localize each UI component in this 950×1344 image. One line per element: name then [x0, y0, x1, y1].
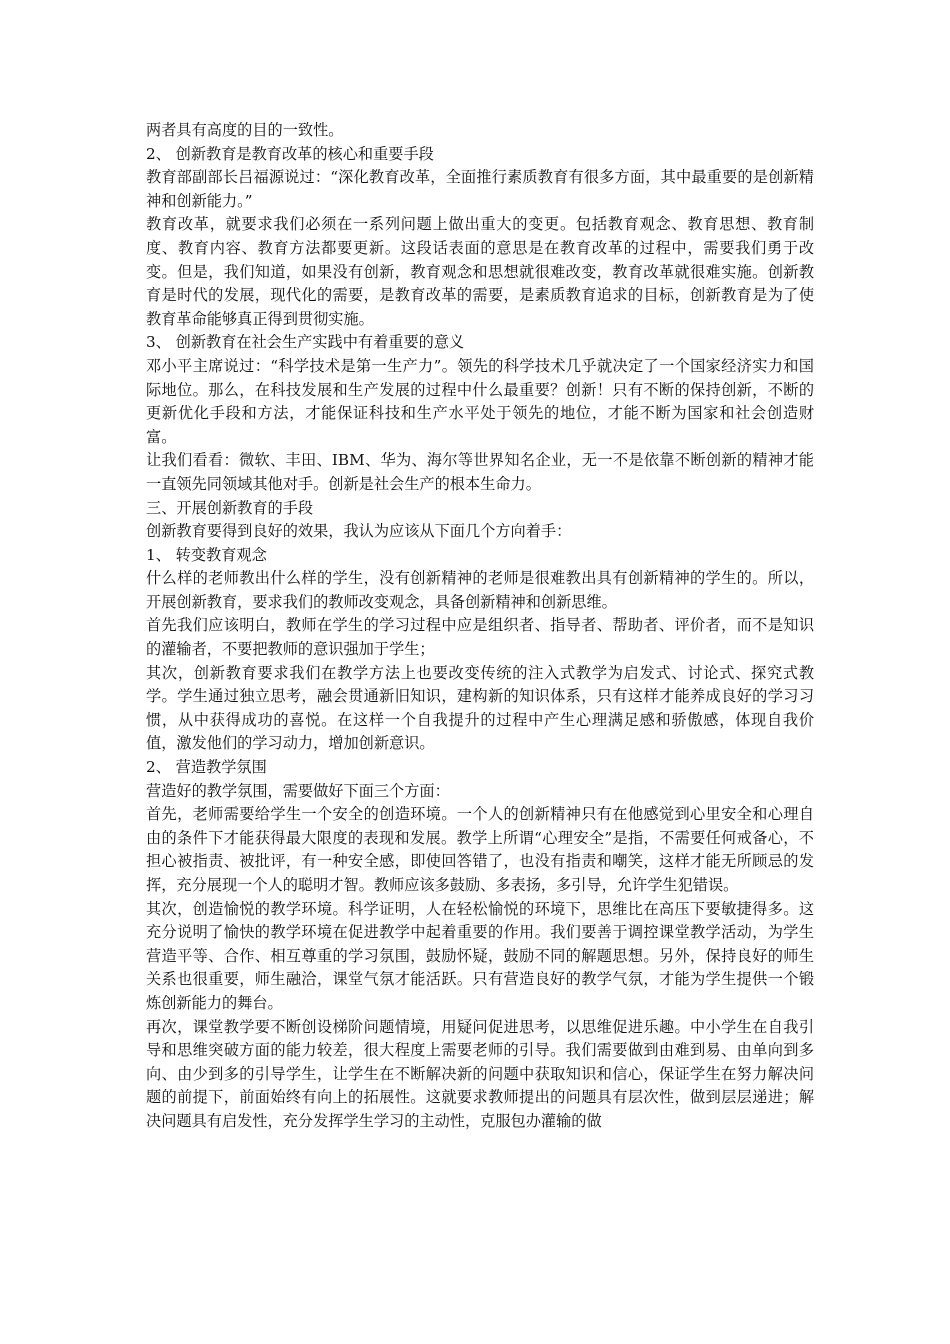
- paragraph-9: 创新教育要得到良好的效果，我认为应该从下面几个方向着手：: [146, 522, 572, 541]
- section-heading-3: 3、 创新教育在社会生产实践中有着重要的意义: [146, 333, 465, 352]
- document-page: [146, 119, 814, 1134]
- paragraph-3: 教育部副部长吕福源说过：“深化教育改革，全面推行素质教育有很多方面，其中最重要的是创新精神和创新能力。”: [146, 168, 814, 210]
- paragraph-18: 再次，课堂教学要不断创设梯阶问题情境，用疑问促进思考，以思维促进乐趣。中小学生在自我引导和思维突破方面的能力较差，很大程度上需要老师的引导。我们需要做到由难到易、由单向到多向、由少到多的引导学生，让学生在不断解决新的问题中获取知识和信心，保证学生在努力解决问题的前提下，前面始终有向上的拓展性。这就要求教师提出的问题具有层次性，做到层层递进；解决问题具有启发性，充分发挥学生学习的主动性，克服包办灌输的做: [146, 1017, 814, 1130]
- subsection-heading-2: 2、 营造教学氛围: [146, 758, 267, 777]
- paragraph-15: 营造好的教学氛围，需要做好下面三个方面：: [146, 781, 450, 800]
- chapter-heading-3: 三、开展创新教育的手段: [146, 498, 314, 517]
- subsection-heading-1: 1、 转变教育观念: [146, 545, 267, 564]
- paragraph-6: 邓小平主席说过：“科学技术是第一生产力”。领先的科学技术几乎就决定了一个国家经济实力和国际地位。那么，在科技发展和生产发展的过程中什么最重要？创新！只有不断的保持创新，不断的更新优化手段和方法，才能保证科技和生产水平处于领先的地位，才能不断为国家和社会创造财富。: [146, 356, 814, 446]
- paragraph-7: 让我们看看：微软、丰田、IBM、华为、海尔等世界知名企业，无一不是依靠不断创新的精神才能一直领先同领域其他对手。创新是社会生产的根本生命力。: [146, 451, 814, 493]
- paragraph-11: 什么样的老师教出什么样的学生，没有创新精神的老师是很难教出具有创新精神的学生的。所以，开展创新教育，要求我们的教师改变观念，具备创新精神和创新思维。: [146, 569, 814, 611]
- paragraph-17: 其次，创造愉悦的教学环境。科学证明，人在轻松愉悦的环境下，思维比在高压下要敏捷得多。这充分说明了愉快的教学环境在促进教学中起着重要的作用。我们要善于调控课堂教学活动，为学生营造平等、合作、相互尊重的学习氛围，鼓励怀疑，鼓励不同的解题思想。另外，保持良好的师生关系也很重要，师生融洽，课堂气氛才能活跃。只有营造良好的教学气氛，才能为学生提供一个锻炼创新能力的舞台。: [146, 899, 814, 1012]
- paragraph-16: 首先，老师需要给学生一个安全的创造环境。一个人的创新精神只有在他感觉到心里安全和心理自由的条件下才能获得最大限度的表现和发展。教学上所谓“心理安全”是指，不需要任何戒备心，不担心被指责、被批评，有一种安全感，即使回答错了，也没有指责和嘲笑，这样才能无所顾忌的发挥，充分展现一个人的聪明才智。教师应该多鼓励、多表扬，多引导，允许学生犯错误。: [146, 805, 814, 894]
- paragraph-12: 首先我们应该明白，教师在学生的学习过程中应是组织者、指导者、帮助者、评价者，而不是知识的灌输者，不要把教师的意识强加于学生；: [146, 616, 814, 659]
- paragraph-4: 教育改革，就要求我们必须在一系列问题上做出重大的变更。包括教育观念、教育思想、教育制度、教育内容、教育方法都要更新。这段话表面的意思是在教育改革的过程中，需要我们勇于改变。但是，我们知道，如果没有创新，教育观念和思想就很难改变，教育改革就很难实施。创新教育是时代的发展，现代化的需要，是教育改革的需要，是素质教育追求的目标，创新教育是为了使教育革命能够真正得到贯彻实施。: [146, 215, 814, 328]
- paragraph-1: 两者具有高度的目的一致性。: [146, 121, 344, 139]
- section-heading-2: 2、 创新教育是教育改革的核心和重要手段: [146, 144, 434, 163]
- paragraph-13: 其次，创新教育要求我们在教学方法上也要改变传统的注入式教学为启发式、讨论式、探究式教学。学生通过独立思考，融会贯通新旧知识，建构新的知识体系，只有这样才能养成良好的学习习惯，从中获得成功的喜悦。在这样一个自我提升的过程中产生心理满足感和骄傲感，体现自我价值，激发他们的学习动力，增加创新意识。: [146, 663, 814, 753]
